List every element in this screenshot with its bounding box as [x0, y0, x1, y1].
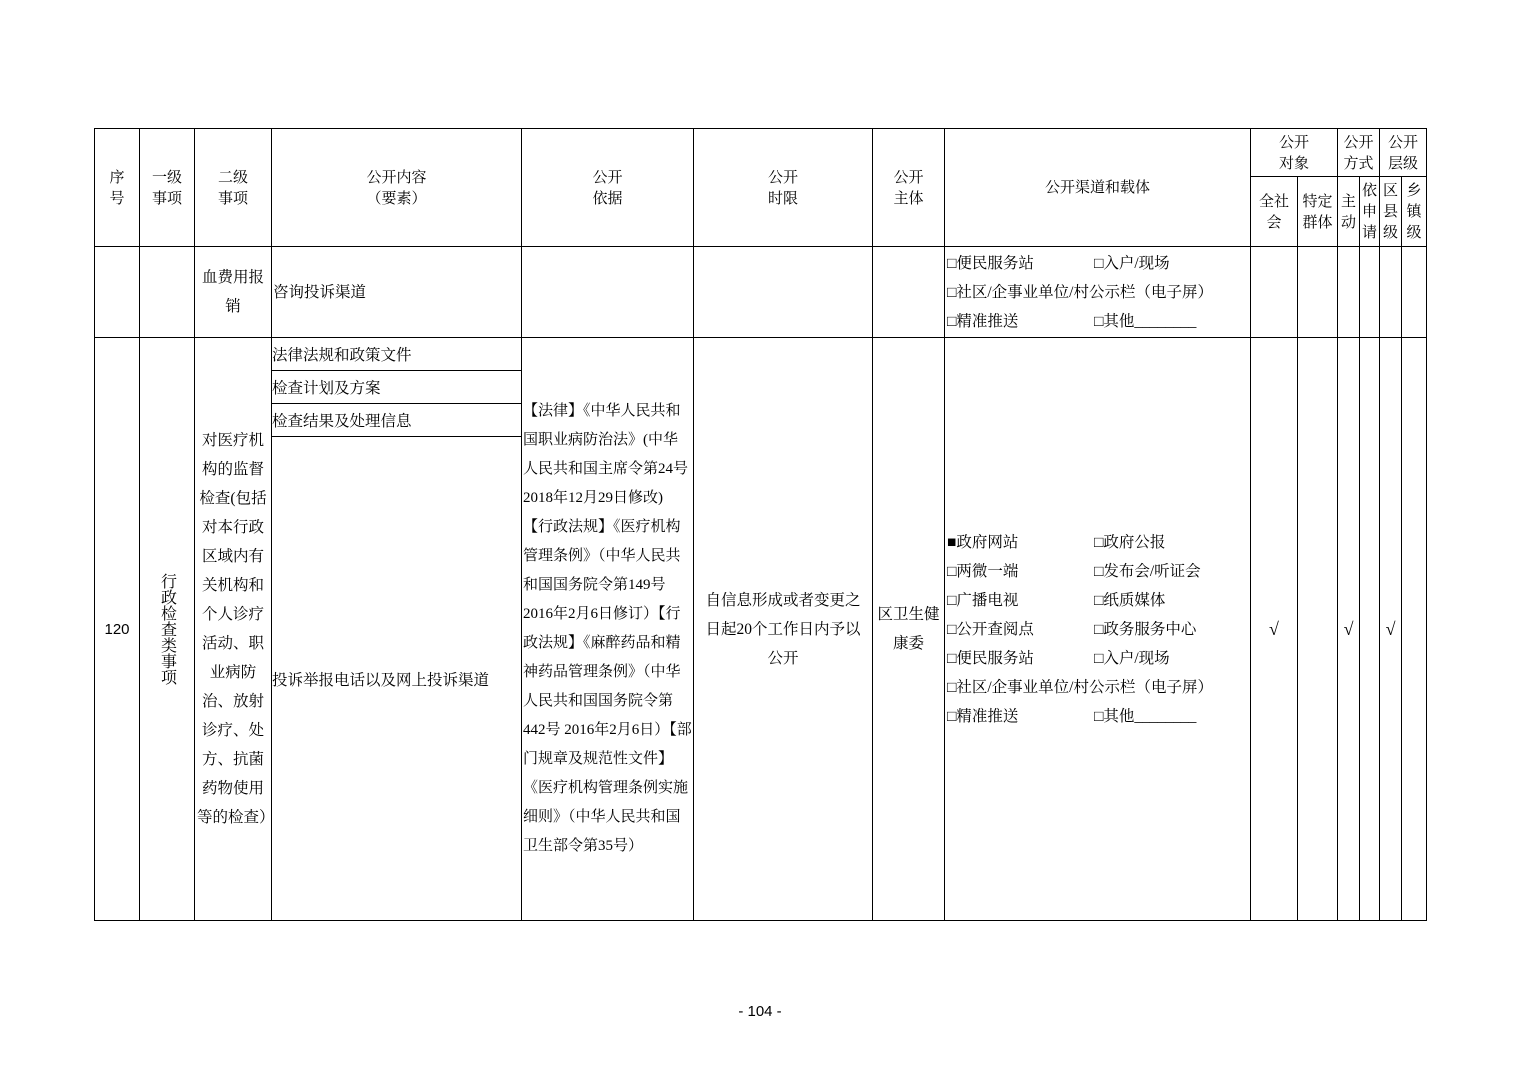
row-120-level1-cell — [140, 338, 195, 921]
row-120-level-county: √ — [1380, 338, 1402, 921]
row-120-target-all: √ — [1251, 338, 1298, 921]
disclosure-table — [94, 128, 1427, 921]
header-level1: 一级事项 — [140, 129, 195, 247]
row-120-subject: 区卫生健康委 — [873, 338, 945, 921]
header-channel: 公开渠道和载体 — [945, 129, 1251, 247]
channel-row: □广播电视 □纸质媒体 — [947, 591, 1166, 609]
prev-level2-tail: 血费用报销 — [195, 247, 272, 338]
row-120-level-town — [1402, 338, 1427, 921]
channel-row: □两微一端 □发布会/听证会 — [947, 562, 1201, 580]
row-120-method-active: √ — [1338, 338, 1360, 921]
header-level-county: 区县级 — [1380, 177, 1402, 247]
row-120-contents — [272, 338, 522, 921]
table-row-prev — [95, 247, 1427, 338]
header-method-request: 依申请 — [1360, 177, 1380, 247]
row-120-level1: 行政检查类事项 — [158, 573, 176, 685]
content-item: 法律法规和政策文件 — [272, 338, 521, 371]
row-120-level2: 对医疗机构的监督检查(包括对本行政区域内有关机构和个人诊疗活动、职业病防治、放射诊疗、处方、抗菌药物使用等的检查） — [195, 338, 272, 921]
channel-row: □便民服务站 □入户/现场 — [947, 649, 1170, 667]
header-target-all: 全社会 — [1251, 177, 1298, 247]
header-basis: 公开依据 — [522, 129, 694, 247]
page-number: - 104 - — [738, 1003, 782, 1020]
header-deadline: 公开时限 — [694, 129, 873, 247]
row-120-channels — [945, 338, 1251, 921]
channel-row: ■政府网站 □政府公报 — [947, 533, 1166, 551]
header-level-town: 乡镇级 — [1402, 177, 1427, 247]
header-method-active: 主动 — [1338, 177, 1360, 247]
header-method: 公开方式 — [1338, 129, 1380, 177]
header-target-specific: 特定群体 — [1298, 177, 1338, 247]
channel-row: □公开查阅点 □政务服务中心 — [947, 620, 1197, 638]
row-120-seq: 120 — [95, 338, 140, 921]
row-120-deadline: 自信息形成或者变更之日起20个工作日内予以公开 — [694, 338, 873, 921]
channel-row: □社区/企事业单位/村公示栏（电子屏） — [947, 678, 1213, 696]
row-120-method-request — [1360, 338, 1380, 921]
content-item: 检查结果及处理信息 — [272, 404, 521, 437]
header-target: 公开对象 — [1251, 129, 1338, 177]
content-item: 投诉举报电话以及网上投诉渠道 — [272, 437, 521, 921]
prev-channel-row: □社区/企事业单位/村公示栏（电子屏） — [947, 283, 1213, 301]
header-level: 公开层级 — [1380, 129, 1427, 177]
table-row-120 — [95, 338, 1427, 921]
channel-row: □精准推送 □其他________ — [947, 707, 1197, 725]
content-item: 检查计划及方案 — [272, 371, 521, 404]
prev-channel-row: □便民服务站 □入户/现场 — [947, 254, 1170, 272]
prev-channel-row: □精准推送 □其他________ — [947, 312, 1197, 330]
header-content: 公开内容（要素） — [272, 129, 522, 247]
header-seq: 序号 — [95, 129, 140, 247]
row-120-target-specific — [1298, 338, 1338, 921]
row-120-basis: 【法律】《中华人民共和国职业病防治法》(中华人民共和国主席令第24号 2018年12月29日修改)【行政法规】《医疗机构管理条例》（中华人民共和国国务院令第149号 2016年2月6日修订）【行政法规】《麻醉药品和精神药品管理条例》（中华人民共和国国务院令第442号 2016年2月6日）【部门规章及规范性文件】《医疗机构管理条例实施细则》（中华人民共和国卫生部令第35号） — [522, 338, 694, 921]
header-subject: 公开主体 — [873, 129, 945, 247]
header-level2: 二级事项 — [195, 129, 272, 247]
prev-content: 咨询投诉渠道 — [272, 247, 522, 338]
prev-channels — [945, 247, 1251, 338]
